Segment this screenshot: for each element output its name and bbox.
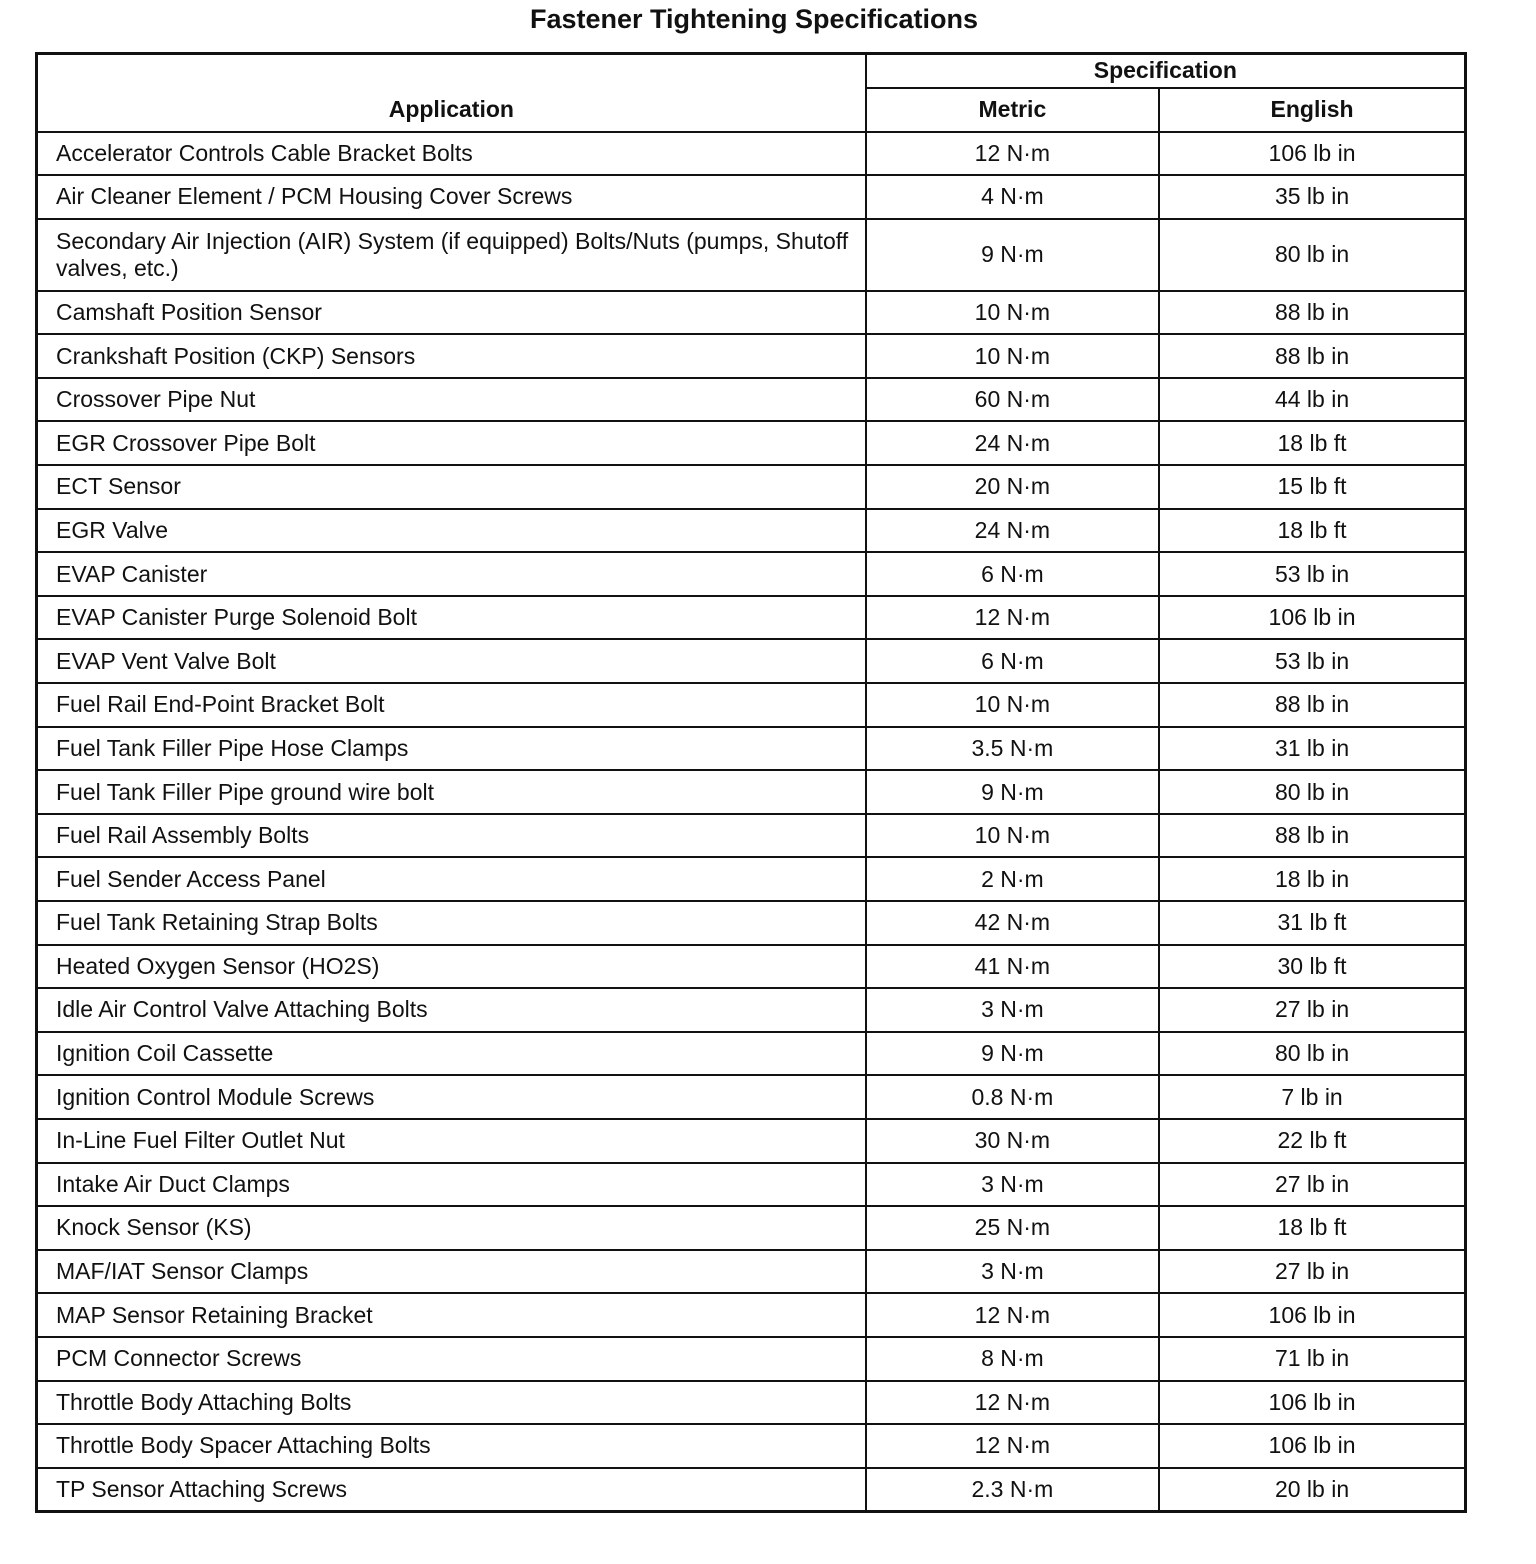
application-cell: EVAP Vent Valve Bolt [37, 639, 866, 683]
table-row [37, 945, 1466, 989]
english-cell: 7 lb in [1159, 1075, 1465, 1119]
metric-cell: 60 N·m [866, 378, 1159, 422]
metric-cell: 9 N·m [866, 219, 1159, 291]
application-cell: Fuel Rail Assembly Bolts [37, 814, 866, 858]
table-body [37, 132, 1466, 1512]
metric-cell: 20 N·m [866, 465, 1159, 509]
english-cell: 71 lb in [1159, 1337, 1465, 1381]
application-cell: Crankshaft Position (CKP) Sensors [37, 334, 866, 378]
english-cell: 80 lb in [1159, 1032, 1465, 1076]
metric-cell: 41 N·m [866, 945, 1159, 989]
metric-cell: 2 N·m [866, 857, 1159, 901]
metric-cell: 12 N·m [866, 132, 1159, 176]
english-cell: 31 lb ft [1159, 901, 1465, 945]
metric-cell: 9 N·m [866, 1032, 1159, 1076]
metric-cell: 10 N·m [866, 291, 1159, 335]
table-row [37, 509, 1466, 553]
english-cell: 35 lb in [1159, 175, 1465, 219]
application-cell: Secondary Air Injection (AIR) System (if equipped) Bolts/Nuts (pumps, Shutoff valves, etc.) [37, 219, 866, 291]
english-cell: 88 lb in [1159, 683, 1465, 727]
english-cell: 15 lb ft [1159, 465, 1465, 509]
english-cell: 53 lb in [1159, 552, 1465, 596]
table-row [37, 727, 1466, 771]
application-cell: MAP Sensor Retaining Bracket [37, 1293, 866, 1337]
metric-cell: 10 N·m [866, 334, 1159, 378]
table-row [37, 857, 1466, 901]
metric-cell: 8 N·m [866, 1337, 1159, 1381]
application-cell: Fuel Tank Retaining Strap Bolts [37, 901, 866, 945]
english-cell: 31 lb in [1159, 727, 1465, 771]
english-cell: 22 lb ft [1159, 1119, 1465, 1163]
english-cell: 18 lb ft [1159, 509, 1465, 553]
application-cell: EGR Valve [37, 509, 866, 553]
metric-cell: 10 N·m [866, 814, 1159, 858]
table-row [37, 291, 1466, 335]
table-row [37, 465, 1466, 509]
metric-cell: 25 N·m [866, 1206, 1159, 1250]
application-cell: Intake Air Duct Clamps [37, 1163, 866, 1207]
application-cell: EVAP Canister Purge Solenoid Bolt [37, 596, 866, 640]
table-row [37, 1206, 1466, 1250]
application-cell: ECT Sensor [37, 465, 866, 509]
metric-cell: 3 N·m [866, 1250, 1159, 1294]
table-row [37, 1075, 1466, 1119]
metric-cell: 24 N·m [866, 509, 1159, 553]
application-cell: EGR Crossover Pipe Bolt [37, 421, 866, 465]
table-row [37, 596, 1466, 640]
table-row [37, 219, 1466, 291]
application-cell: PCM Connector Screws [37, 1337, 866, 1381]
english-cell: 18 lb ft [1159, 1206, 1465, 1250]
metric-cell: 24 N·m [866, 421, 1159, 465]
application-cell: Ignition Coil Cassette [37, 1032, 866, 1076]
application-cell: EVAP Canister [37, 552, 866, 596]
english-cell: 106 lb in [1159, 1381, 1465, 1425]
english-cell: 20 lb in [1159, 1468, 1465, 1512]
metric-cell: 3 N·m [866, 988, 1159, 1032]
metric-cell: 6 N·m [866, 552, 1159, 596]
metric-cell: 12 N·m [866, 1381, 1159, 1425]
english-cell: 106 lb in [1159, 132, 1465, 176]
application-cell: Throttle Body Spacer Attaching Bolts [37, 1424, 866, 1468]
english-cell: 27 lb in [1159, 1163, 1465, 1207]
english-cell: 27 lb in [1159, 988, 1465, 1032]
table-row [37, 1468, 1466, 1512]
table-row [37, 1250, 1466, 1294]
english-cell: 30 lb ft [1159, 945, 1465, 989]
table-row [37, 334, 1466, 378]
english-cell: 88 lb in [1159, 814, 1465, 858]
application-cell: MAF/IAT Sensor Clamps [37, 1250, 866, 1294]
table-row [37, 639, 1466, 683]
table-row [37, 901, 1466, 945]
application-cell: Ignition Control Module Screws [37, 1075, 866, 1119]
metric-cell: 30 N·m [866, 1119, 1159, 1163]
table-row [37, 1163, 1466, 1207]
english-cell: 18 lb in [1159, 857, 1465, 901]
application-cell: In-Line Fuel Filter Outlet Nut [37, 1119, 866, 1163]
english-cell: 106 lb in [1159, 1424, 1465, 1468]
header-application: Application [37, 54, 866, 132]
metric-cell: 10 N·m [866, 683, 1159, 727]
metric-cell: 12 N·m [866, 1424, 1159, 1468]
application-cell: Accelerator Controls Cable Bracket Bolts [37, 132, 866, 176]
table-row [37, 770, 1466, 814]
table-row [37, 378, 1466, 422]
english-cell: 27 lb in [1159, 1250, 1465, 1294]
application-cell: Fuel Sender Access Panel [37, 857, 866, 901]
application-cell: Fuel Rail End-Point Bracket Bolt [37, 683, 866, 727]
application-cell: Crossover Pipe Nut [37, 378, 866, 422]
application-cell: Fuel Tank Filler Pipe ground wire bolt [37, 770, 866, 814]
table-row [37, 175, 1466, 219]
application-cell: TP Sensor Attaching Screws [37, 1468, 866, 1512]
english-cell: 18 lb ft [1159, 421, 1465, 465]
page-title: Fastener Tightening Specifications [529, 4, 979, 34]
metric-cell: 4 N·m [866, 175, 1159, 219]
application-cell: Knock Sensor (KS) [37, 1206, 866, 1250]
english-cell: 80 lb in [1159, 770, 1465, 814]
table-row [37, 1381, 1466, 1425]
table-row [37, 1337, 1466, 1381]
header-specification: Specification [866, 54, 1466, 88]
table-row [37, 1424, 1466, 1468]
metric-cell: 0.8 N·m [866, 1075, 1159, 1119]
table-row [37, 814, 1466, 858]
table-row [37, 421, 1466, 465]
table-row [37, 132, 1466, 176]
table-row [37, 1032, 1466, 1076]
table-row [37, 988, 1466, 1032]
metric-cell: 2.3 N·m [866, 1468, 1159, 1512]
english-cell: 88 lb in [1159, 291, 1465, 335]
english-cell: 106 lb in [1159, 1293, 1465, 1337]
english-cell: 44 lb in [1159, 378, 1465, 422]
header-english: English [1159, 88, 1465, 132]
fastener-spec-table [35, 52, 1467, 1513]
metric-cell: 9 N·m [866, 770, 1159, 814]
application-cell: Heated Oxygen Sensor (HO2S) [37, 945, 866, 989]
metric-cell: 12 N·m [866, 1293, 1159, 1337]
table-row [37, 1293, 1466, 1337]
metric-cell: 3.5 N·m [866, 727, 1159, 771]
english-cell: 88 lb in [1159, 334, 1465, 378]
application-cell: Fuel Tank Filler Pipe Hose Clamps [37, 727, 866, 771]
metric-cell: 12 N·m [866, 596, 1159, 640]
metric-cell: 42 N·m [866, 901, 1159, 945]
application-cell: Throttle Body Attaching Bolts [37, 1381, 866, 1425]
application-cell: Camshaft Position Sensor [37, 291, 866, 335]
application-cell: Air Cleaner Element / PCM Housing Cover Screws [37, 175, 866, 219]
table-row [37, 1119, 1466, 1163]
english-cell: 106 lb in [1159, 596, 1465, 640]
header-metric: Metric [866, 88, 1159, 132]
application-cell: Idle Air Control Valve Attaching Bolts [37, 988, 866, 1032]
table-row [37, 683, 1466, 727]
metric-cell: 3 N·m [866, 1163, 1159, 1207]
english-cell: 53 lb in [1159, 639, 1465, 683]
table-row [37, 552, 1466, 596]
english-cell: 80 lb in [1159, 219, 1465, 291]
metric-cell: 6 N·m [866, 639, 1159, 683]
